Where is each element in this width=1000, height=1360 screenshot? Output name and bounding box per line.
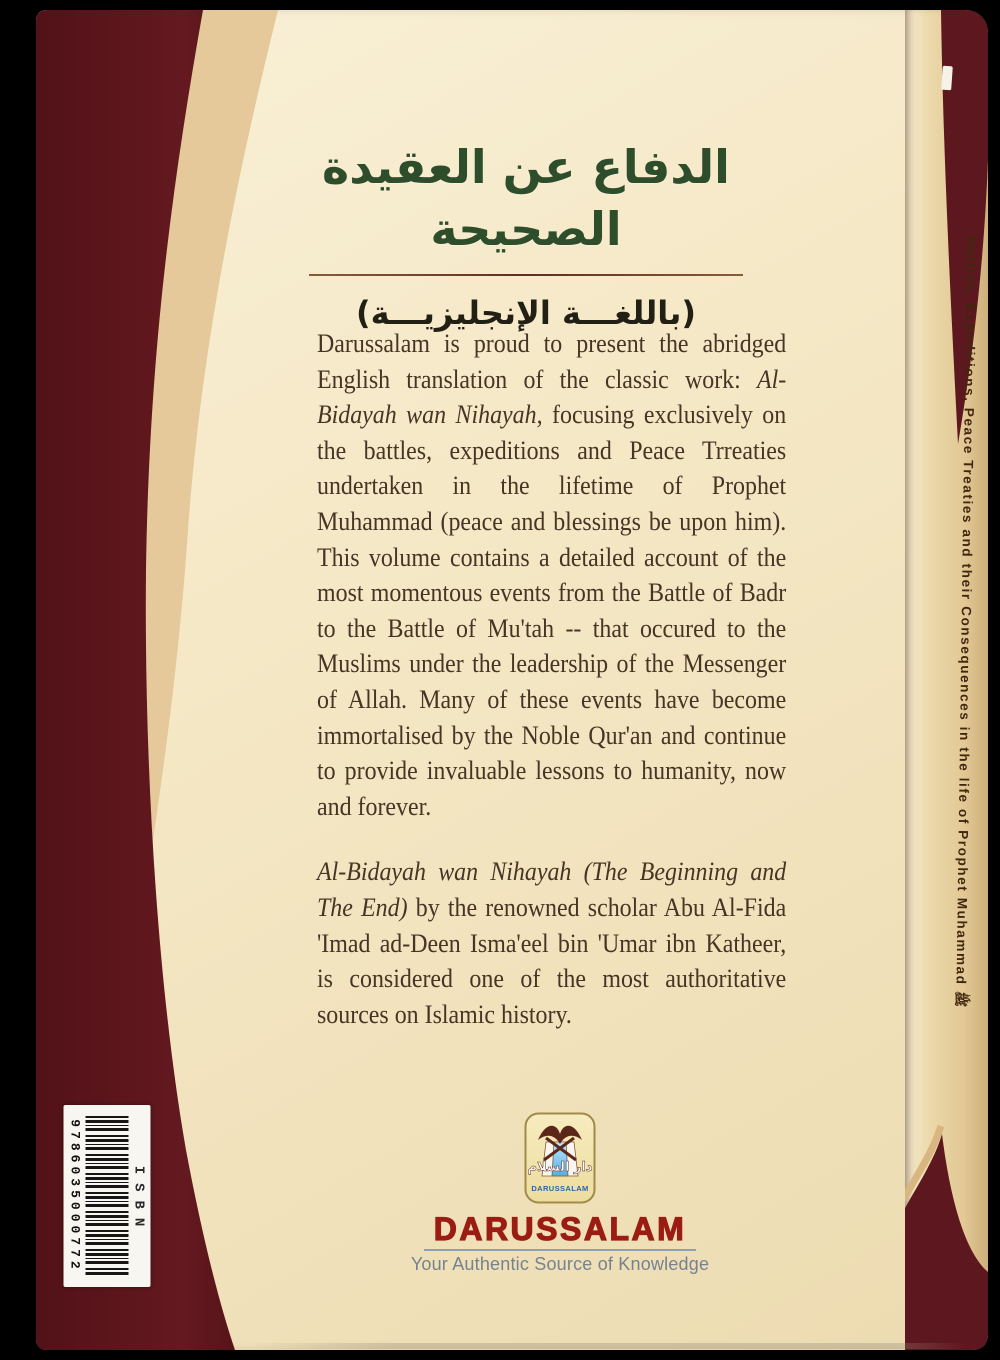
barcode-bars-icon <box>85 1116 128 1276</box>
publisher-block <box>380 1112 740 1275</box>
book <box>36 10 988 1350</box>
back-cover <box>36 10 905 1350</box>
isbn-number: 9786035000772 <box>67 1119 82 1273</box>
logo-arabic-calligraphy: دار السلام <box>527 1160 593 1175</box>
wordmark-underline <box>424 1249 696 1251</box>
darussalam-logo-icon <box>524 1112 596 1204</box>
paragraph-text: by the renowned scholar Abu Al-Fida 'Imad ad-Deen Isma'eel bin 'Umar ibn Katheer, is considered one of the most authoritative sources on Islamic history. <box>317 892 787 1029</box>
publisher-wordmark: DARUSSALAM <box>433 1211 687 1247</box>
spine-title-text: Battles, Expeditions, Peace Treaties and their Consequences in the life of Prophet Muhammad ﷺ <box>953 236 979 1008</box>
barcode-sticker <box>63 1105 150 1287</box>
paragraph <box>317 854 786 1032</box>
paragraph-text: Darussalam is proud to present the abridged English translation of the classic work: <box>317 329 787 394</box>
spine-bottom-maroon <box>905 1134 988 1350</box>
publisher-tagline: Your Authentic Source of Knowledge <box>410 1254 710 1274</box>
book-spine <box>905 10 988 1350</box>
arabic-subtitle: (باللغـــة الإنجليزيـــة) <box>356 294 696 332</box>
work-title-italic: Al-Bidayah wan Nihayah, <box>317 364 787 430</box>
work-title-italic: Al-Bidayah wan Nihayah (The Beginning and The End) <box>317 857 787 922</box>
body-text <box>317 326 786 1032</box>
arabic-title: الدفاع عن العقيدة الصحيحة <box>322 140 730 256</box>
logo-caption: DARUSSALAM <box>531 1184 589 1193</box>
title-divider <box>309 274 743 276</box>
title-block <box>286 136 766 332</box>
spine-decoration <box>905 10 988 1350</box>
paragraph <box>317 326 786 824</box>
paragraph-text: focusing exclusively on the battles, expeditions and Peace Trreaties undertaken in the lifetime of Prophet Muhammad (peace and blessings be upon him). This volume contains a detailed account of the most momentous events from the Battle of Badr to the Battle of Mu'tah -- that occured to the Muslims under the leadership of the Messenger of Allah. Many of these events have become immortalised by the Noble Qur'an and continue to provide invaluable lessons to humanity, now and forever. <box>317 400 787 821</box>
isbn-label: ISBN <box>130 1165 146 1236</box>
page-edges <box>246 1343 966 1349</box>
barcode-label <box>63 1105 150 1287</box>
spine-top-mark <box>941 66 953 91</box>
